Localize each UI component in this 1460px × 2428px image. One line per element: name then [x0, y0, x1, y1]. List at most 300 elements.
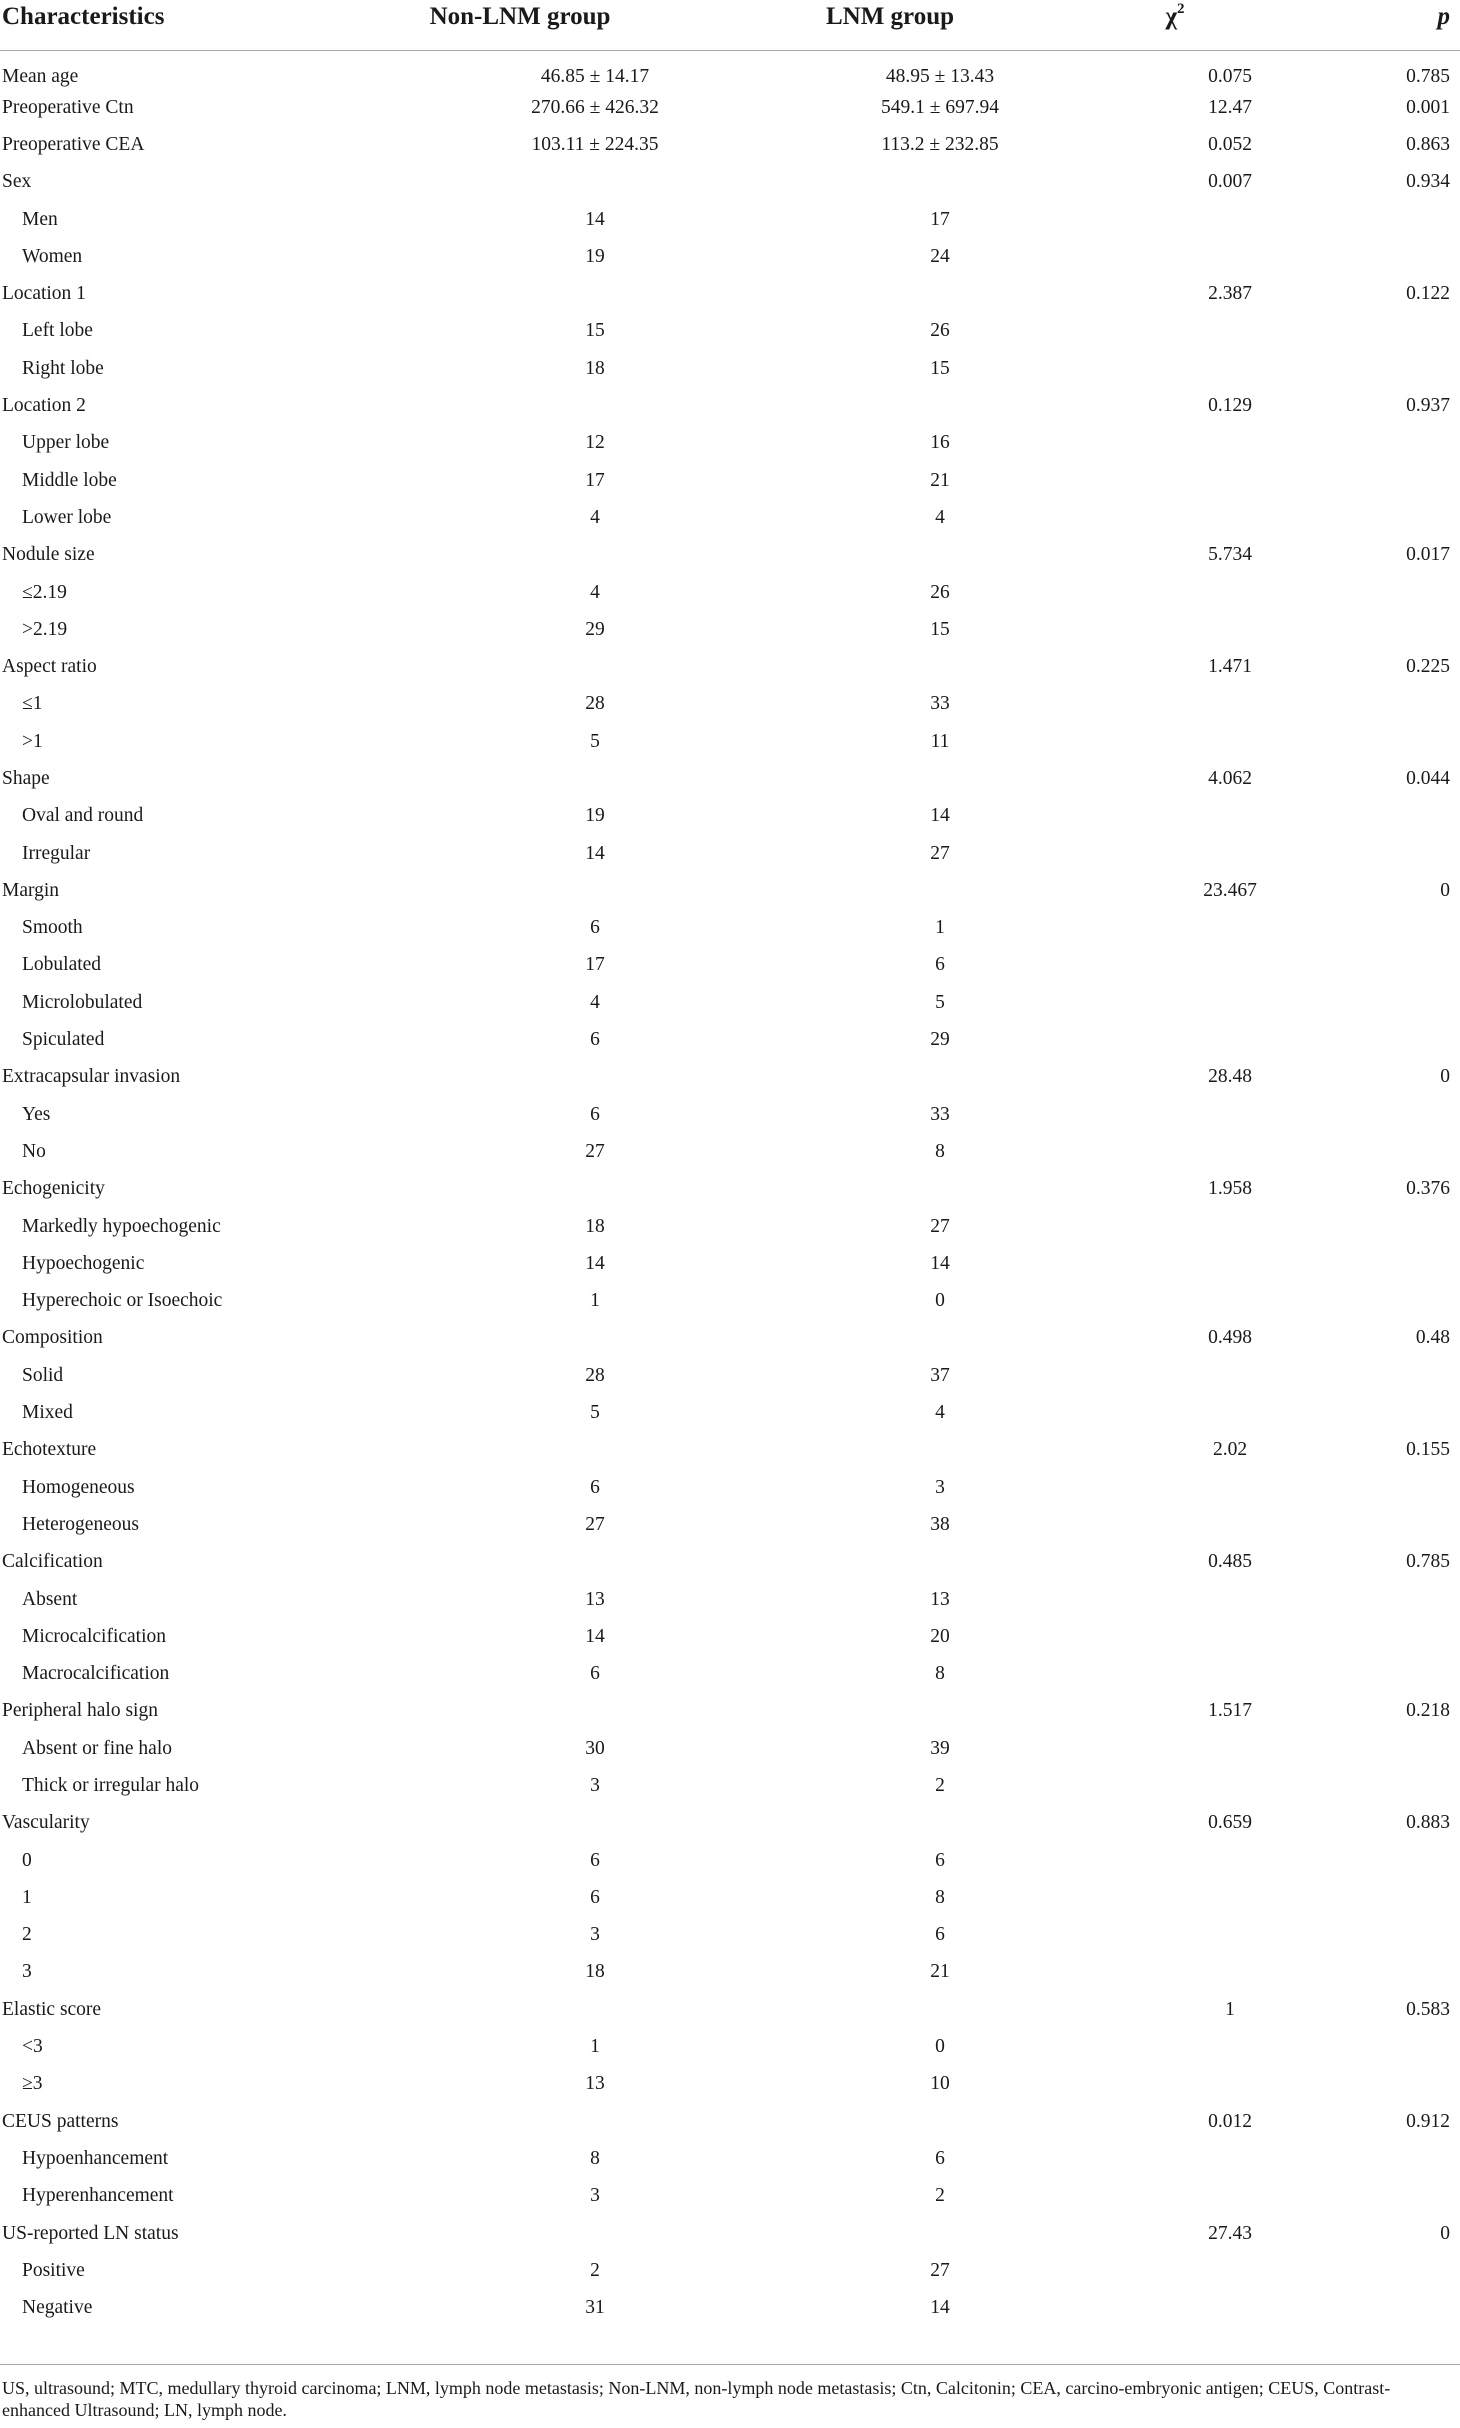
table-row — [0, 1805, 1460, 1842]
cell-lnm: 3 — [935, 1476, 945, 1498]
row-label: Smooth — [22, 917, 83, 939]
cell-p-value — [1280, 1767, 1460, 1804]
cell-lnm — [710, 872, 1070, 909]
table-row — [0, 2103, 1460, 2140]
cell-p-value — [1280, 1618, 1460, 1655]
cell-lnm: 6 — [935, 2147, 945, 2169]
cell-lnm: 15 — [930, 357, 950, 379]
table-row — [0, 1432, 1460, 1469]
cell-chi-square — [1070, 499, 1280, 536]
cell-lnm: 14 — [930, 1252, 950, 1274]
cell-non-lnm: 3 — [590, 2185, 600, 2207]
row-label: 2 — [22, 1924, 32, 1946]
cell-lnm: 4 — [935, 1402, 945, 1424]
cell-lnm: 6 — [935, 1849, 945, 1871]
table-subrow — [0, 2066, 1460, 2103]
row-label: Microlobulated — [22, 991, 143, 1013]
cell-non-lnm: 1 — [590, 1290, 600, 1312]
cell-non-lnm: 28 — [585, 693, 605, 715]
rule-cell — [0, 2327, 330, 2364]
table-header — [0, 0, 1460, 51]
cell-lnm — [710, 1059, 1070, 1096]
table-row — [0, 1544, 1460, 1581]
cell-lnm: 37 — [930, 1364, 950, 1386]
cell-non-lnm — [330, 164, 710, 201]
table-subrow — [0, 1655, 1460, 1692]
cell-lnm: 8 — [935, 1886, 945, 1908]
row-label: No — [22, 1140, 46, 1162]
header-lnm-group: LNM group — [710, 0, 1070, 51]
cell-chi-square — [1070, 1581, 1280, 1618]
row-label: ≤1 — [22, 693, 43, 715]
table-subrow — [0, 1096, 1460, 1133]
cell-non-lnm — [330, 387, 710, 424]
cell-chi-square — [1070, 350, 1280, 387]
cell-p-value — [1280, 2178, 1460, 2215]
row-label: Macrocalcification — [22, 1663, 170, 1685]
table-subrow — [0, 425, 1460, 462]
cell-non-lnm — [330, 1805, 710, 1842]
table-row — [0, 164, 1460, 201]
table-subrow — [0, 835, 1460, 872]
cell-lnm: 0 — [935, 1290, 945, 1312]
cell-chi-square — [1070, 574, 1280, 611]
cell-p-value: 0.225 — [1406, 656, 1450, 678]
table-subrow — [0, 2290, 1460, 2327]
cell-chi-square — [1070, 201, 1280, 238]
cell-p-value — [1280, 2290, 1460, 2327]
cell-lnm — [710, 760, 1070, 797]
cell-non-lnm: 6 — [590, 1886, 600, 1908]
cell-p-value: 0.937 — [1406, 395, 1450, 417]
cell-non-lnm — [330, 1320, 710, 1357]
table-subrow — [0, 798, 1460, 835]
cell-p-value: 0.155 — [1406, 1439, 1450, 1461]
row-label: Left lobe — [22, 320, 93, 342]
row-label: Lower lobe — [22, 506, 112, 528]
cell-chi-square: 0.007 — [1208, 171, 1252, 193]
row-label: Irregular — [22, 842, 91, 864]
cell-chi-square — [1070, 2066, 1280, 2103]
cell-lnm: 17 — [930, 208, 950, 230]
table-subrow — [0, 1357, 1460, 1394]
cell-lnm — [710, 537, 1070, 574]
header-non-lnm-group: Non-LNM group — [330, 0, 710, 51]
cell-non-lnm: 30 — [585, 1737, 605, 1759]
cell-p-value: 0.218 — [1406, 1700, 1450, 1722]
cell-lnm: 24 — [930, 245, 950, 267]
table-subrow — [0, 1394, 1460, 1431]
cell-lnm: 33 — [930, 1103, 950, 1125]
cell-chi-square — [1070, 238, 1280, 275]
cell-lnm — [710, 275, 1070, 312]
cell-p-value — [1280, 947, 1460, 984]
row-label: Aspect ratio — [2, 656, 97, 678]
cell-chi-square — [1070, 2028, 1280, 2065]
cell-chi-square — [1070, 1096, 1280, 1133]
row-label: Mean age — [2, 66, 79, 87]
cell-lnm: 26 — [930, 581, 950, 603]
row-label: Echotexture — [2, 1439, 97, 1461]
row-label: Lobulated — [22, 954, 102, 976]
cell-p-value: 0.883 — [1406, 1812, 1450, 1834]
cell-lnm — [710, 1544, 1070, 1581]
cell-chi-square: 27.43 — [1208, 2222, 1252, 2244]
cell-p-value — [1280, 313, 1460, 350]
cell-chi-square — [1070, 2178, 1280, 2215]
cell-chi-square: 0.659 — [1208, 1812, 1252, 1834]
cell-chi-square: 12.47 — [1208, 96, 1252, 118]
row-label: Markedly hypoechogenic — [22, 1215, 221, 1237]
cell-non-lnm: 17 — [585, 954, 605, 976]
cell-non-lnm: 3 — [590, 1775, 600, 1796]
cell-chi-square: 0.075 — [1208, 66, 1252, 87]
cell-lnm — [710, 164, 1070, 201]
row-label: Spiculated — [22, 1029, 105, 1051]
row-label: Elastic score — [2, 1998, 102, 2020]
cell-non-lnm — [330, 760, 710, 797]
cell-p-value: 0.001 — [1406, 96, 1450, 118]
cell-non-lnm: 6 — [590, 1476, 600, 1498]
cell-non-lnm: 1 — [590, 2036, 600, 2058]
cell-non-lnm: 4 — [590, 991, 600, 1013]
cell-chi-square: 1.517 — [1208, 1700, 1252, 1722]
cell-p-value: 0.785 — [1406, 66, 1450, 87]
cell-p-value — [1280, 2140, 1460, 2177]
cell-p-value: 0.583 — [1406, 1998, 1450, 2020]
table-subrow — [0, 1021, 1460, 1058]
cell-p-value — [1280, 723, 1460, 760]
cell-non-lnm: 15 — [585, 320, 605, 342]
cell-non-lnm: 4 — [590, 506, 600, 528]
cell-non-lnm: 14 — [585, 208, 605, 230]
cell-chi-square — [1070, 1469, 1280, 1506]
rule-cell — [710, 2327, 1070, 2364]
cell-p-value — [1280, 1879, 1460, 1916]
cell-non-lnm: 28 — [585, 1364, 605, 1386]
row-label: Calcification — [2, 1551, 103, 1573]
table-subrow — [0, 1245, 1460, 1282]
cell-non-lnm — [330, 2103, 710, 2140]
row-label: Hypoenhancement — [22, 2147, 169, 2169]
cell-p-value: 0.785 — [1406, 1551, 1450, 1573]
row-label: >2.19 — [22, 618, 68, 640]
cell-non-lnm: 13 — [585, 1588, 605, 1610]
cell-non-lnm: 5 — [590, 1402, 600, 1424]
cell-chi-square — [1070, 686, 1280, 723]
table-row — [0, 760, 1460, 797]
cell-lnm — [710, 1171, 1070, 1208]
cell-lnm — [710, 1432, 1070, 1469]
cell-chi-square: 0.012 — [1208, 2110, 1252, 2132]
cell-lnm: 0 — [935, 2036, 945, 2058]
cell-non-lnm — [330, 1991, 710, 2028]
cell-chi-square — [1070, 1879, 1280, 1916]
cell-lnm: 5 — [935, 991, 945, 1013]
cell-lnm: 27 — [930, 842, 950, 864]
cell-non-lnm — [330, 537, 710, 574]
cell-p-value: 0 — [1440, 879, 1450, 901]
row-label: Peripheral halo sign — [2, 1700, 158, 1722]
cell-chi-square: 1.958 — [1208, 1178, 1252, 1200]
row-label: Echogenicity — [2, 1178, 105, 1200]
cell-p-value — [1280, 1283, 1460, 1320]
cell-lnm: 1 — [935, 917, 945, 939]
row-label: Upper lobe — [22, 432, 110, 454]
cell-non-lnm: 3 — [590, 1924, 600, 1946]
cell-lnm: 21 — [930, 1961, 950, 1983]
row-label: Microcalcification — [22, 1625, 167, 1647]
cell-lnm — [710, 2215, 1070, 2252]
row-label: Extracapsular invasion — [2, 1066, 181, 1088]
cell-non-lnm: 6 — [590, 1103, 600, 1125]
row-label: Thick or irregular halo — [22, 1775, 200, 1796]
cell-p-value — [1280, 1954, 1460, 1991]
cell-non-lnm: 12 — [585, 432, 605, 454]
cell-lnm: 6 — [935, 954, 945, 976]
table-subrow — [0, 1842, 1460, 1879]
table-subrow — [0, 2028, 1460, 2065]
cell-chi-square — [1070, 2140, 1280, 2177]
cell-chi-square — [1070, 910, 1280, 947]
table-subrow — [0, 2252, 1460, 2289]
cell-chi-square — [1070, 1394, 1280, 1431]
cell-chi-square: 2.02 — [1212, 1439, 1248, 1461]
row-label: Composition — [2, 1327, 103, 1349]
cell-lnm — [710, 648, 1070, 685]
table-row — [0, 126, 1460, 163]
cell-chi-square — [1070, 1283, 1280, 1320]
cell-non-lnm — [330, 1544, 710, 1581]
cell-lnm: 29 — [930, 1029, 950, 1051]
row-label: Hyperenhancement — [22, 2185, 174, 2207]
cell-lnm: 27 — [930, 1215, 950, 1237]
table-subrow — [0, 1879, 1460, 1916]
cell-chi-square: 1 — [1225, 1998, 1235, 2020]
table-body — [0, 51, 1460, 2365]
cell-p-value: 0.376 — [1406, 1178, 1450, 1200]
row-label: Preoperative CEA — [2, 133, 145, 155]
cell-chi-square — [1070, 1842, 1280, 1879]
row-label: Shape — [2, 767, 50, 789]
rule-cell — [1280, 2327, 1460, 2364]
row-label: >1 — [22, 730, 43, 752]
cell-chi-square — [1070, 1021, 1280, 1058]
cell-p-value — [1280, 910, 1460, 947]
cell-non-lnm: 6 — [590, 1849, 600, 1871]
cell-chi-square — [1070, 462, 1280, 499]
table-subrow — [0, 1133, 1460, 1170]
cell-non-lnm: 5 — [590, 730, 600, 752]
table-row — [0, 275, 1460, 312]
cell-p-value: 0.044 — [1406, 767, 1450, 789]
row-label: Sex — [2, 171, 32, 193]
cell-p-value — [1280, 1581, 1460, 1618]
cell-p-value — [1280, 1133, 1460, 1170]
cell-non-lnm — [330, 648, 710, 685]
cell-lnm: 4 — [935, 506, 945, 528]
cell-non-lnm — [330, 275, 710, 312]
chi-superscript: 2 — [1177, 0, 1185, 17]
table-subrow — [0, 611, 1460, 648]
table-row — [0, 387, 1460, 424]
table-subrow — [0, 984, 1460, 1021]
row-label: ≤2.19 — [22, 581, 67, 603]
cell-chi-square — [1070, 1133, 1280, 1170]
table-subrow — [0, 1581, 1460, 1618]
row-label: 3 — [22, 1961, 32, 1983]
cell-non-lnm: 27 — [585, 1140, 605, 1162]
cell-lnm: 8 — [935, 1663, 945, 1685]
cell-p-value — [1280, 1917, 1460, 1954]
cell-non-lnm — [330, 1059, 710, 1096]
cell-non-lnm: 4 — [590, 581, 600, 603]
row-label: CEUS patterns — [2, 2110, 119, 2132]
cell-non-lnm: 19 — [585, 805, 605, 827]
cell-chi-square — [1070, 798, 1280, 835]
row-label: Preoperative Ctn — [2, 96, 134, 118]
table-subrow — [0, 499, 1460, 536]
cell-lnm: 8 — [935, 1140, 945, 1162]
cell-p-value — [1280, 611, 1460, 648]
cell-p-value — [1280, 574, 1460, 611]
cell-lnm: 16 — [930, 432, 950, 454]
table-subrow — [0, 723, 1460, 760]
cell-p-value — [1280, 1655, 1460, 1692]
cell-chi-square — [1070, 1954, 1280, 1991]
cell-chi-square — [1070, 947, 1280, 984]
table-row — [0, 648, 1460, 685]
cell-non-lnm: 31 — [585, 2297, 605, 2319]
cell-lnm: 2 — [935, 1775, 945, 1796]
row-label: Hypoechogenic — [22, 1252, 145, 1274]
cell-non-lnm: 103.11 ± 224.35 — [531, 133, 659, 155]
cell-chi-square — [1070, 425, 1280, 462]
rule-cell — [1070, 2327, 1280, 2364]
row-label: 1 — [22, 1886, 32, 1908]
cell-chi-square — [1070, 313, 1280, 350]
row-label: Middle lobe — [22, 469, 117, 491]
table-subrow — [0, 2140, 1460, 2177]
row-label: US-reported LN status — [2, 2222, 179, 2244]
cell-chi-square: 23.467 — [1203, 879, 1257, 901]
cell-lnm: 27 — [930, 2259, 950, 2281]
cell-p-value: 0.017 — [1406, 544, 1450, 566]
cell-non-lnm — [330, 1171, 710, 1208]
table-subrow — [0, 1208, 1460, 1245]
table-row — [0, 51, 1460, 90]
table-bottom-rule — [0, 2327, 1460, 2364]
cell-chi-square — [1070, 1357, 1280, 1394]
cell-p-value — [1280, 686, 1460, 723]
cell-non-lnm: 27 — [585, 1513, 605, 1535]
cell-non-lnm: 18 — [585, 357, 605, 379]
table-subrow — [0, 1506, 1460, 1543]
cell-p-value — [1280, 1208, 1460, 1245]
chi-symbol: χ — [1165, 3, 1178, 30]
cell-lnm: 26 — [930, 320, 950, 342]
row-label: Solid — [22, 1364, 64, 1386]
table-row — [0, 89, 1460, 126]
header-characteristics: Characteristics — [0, 0, 330, 51]
cell-p-value: 0 — [1440, 2222, 1450, 2244]
table-subrow — [0, 910, 1460, 947]
cell-lnm: 2 — [935, 2185, 945, 2207]
cell-chi-square — [1070, 723, 1280, 760]
cell-p-value: 0.912 — [1406, 2110, 1450, 2132]
table-row — [0, 2215, 1460, 2252]
row-label: Vascularity — [2, 1812, 90, 1834]
cell-p-value: 0 — [1440, 1066, 1450, 1088]
row-label: Negative — [22, 2297, 93, 2319]
cell-p-value — [1280, 1842, 1460, 1879]
cell-non-lnm: 8 — [590, 2147, 600, 2169]
row-label: Mixed — [22, 1402, 73, 1424]
cell-non-lnm: 46.85 ± 14.17 — [540, 66, 650, 87]
cell-p-value — [1280, 798, 1460, 835]
cell-p-value: 0.122 — [1406, 283, 1450, 305]
row-label: Margin — [2, 879, 60, 901]
cell-lnm: 14 — [930, 805, 950, 827]
cell-chi-square: 0.052 — [1208, 133, 1252, 155]
cell-chi-square: 2.387 — [1208, 283, 1252, 305]
rule-cell — [330, 2327, 710, 2364]
table-row — [0, 1991, 1460, 2028]
cell-non-lnm — [330, 1693, 710, 1730]
cell-p-value — [1280, 201, 1460, 238]
cell-p-value — [1280, 499, 1460, 536]
row-label: Women — [22, 245, 83, 267]
cell-p-value — [1280, 1357, 1460, 1394]
cell-non-lnm: 19 — [585, 245, 605, 267]
table-row — [0, 1693, 1460, 1730]
cell-chi-square: 4.062 — [1208, 767, 1252, 789]
cell-non-lnm: 14 — [585, 842, 605, 864]
table-footnote: US, ultrasound; MTC, medullary thyroid carcinoma; LNM, lymph node metastasis; Non-LNM, non-lymph node metastasis; Ctn, Calcitonin; CEA, carcino-embryonic antigen; CEUS, Contrast-enhanced Ultrasound; LN, lymph node. — [2, 2377, 1391, 2420]
cell-chi-square: 5.734 — [1208, 544, 1252, 566]
cell-p-value — [1280, 835, 1460, 872]
cell-non-lnm: 14 — [585, 1252, 605, 1274]
cell-lnm: 39 — [930, 1737, 950, 1759]
table-subrow — [0, 947, 1460, 984]
cell-chi-square — [1070, 984, 1280, 1021]
cell-p-value — [1280, 1096, 1460, 1133]
cell-chi-square: 1.471 — [1208, 656, 1252, 678]
row-label: Absent — [22, 1588, 78, 1610]
cell-chi-square — [1070, 1506, 1280, 1543]
row-label: Positive — [22, 2259, 85, 2281]
row-label: Yes — [22, 1103, 51, 1125]
cell-non-lnm: 18 — [585, 1961, 605, 1983]
table-subrow — [0, 686, 1460, 723]
cell-non-lnm: 6 — [590, 917, 600, 939]
cell-p-value — [1280, 2066, 1460, 2103]
table-subrow — [0, 1767, 1460, 1804]
row-label: Homogeneous — [22, 1476, 135, 1498]
cell-lnm: 11 — [930, 730, 950, 752]
cell-p-value — [1280, 1394, 1460, 1431]
cell-p-value — [1280, 2028, 1460, 2065]
table-subrow — [0, 1469, 1460, 1506]
cell-lnm: 10 — [930, 2073, 950, 2095]
header-p-value: p — [1280, 0, 1460, 51]
row-label: Men — [22, 208, 58, 230]
table-subrow — [0, 2178, 1460, 2215]
cell-p-value — [1280, 238, 1460, 275]
cell-lnm: 113.2 ± 232.85 — [881, 133, 999, 155]
cell-chi-square — [1070, 2252, 1280, 2289]
table-row — [0, 537, 1460, 574]
